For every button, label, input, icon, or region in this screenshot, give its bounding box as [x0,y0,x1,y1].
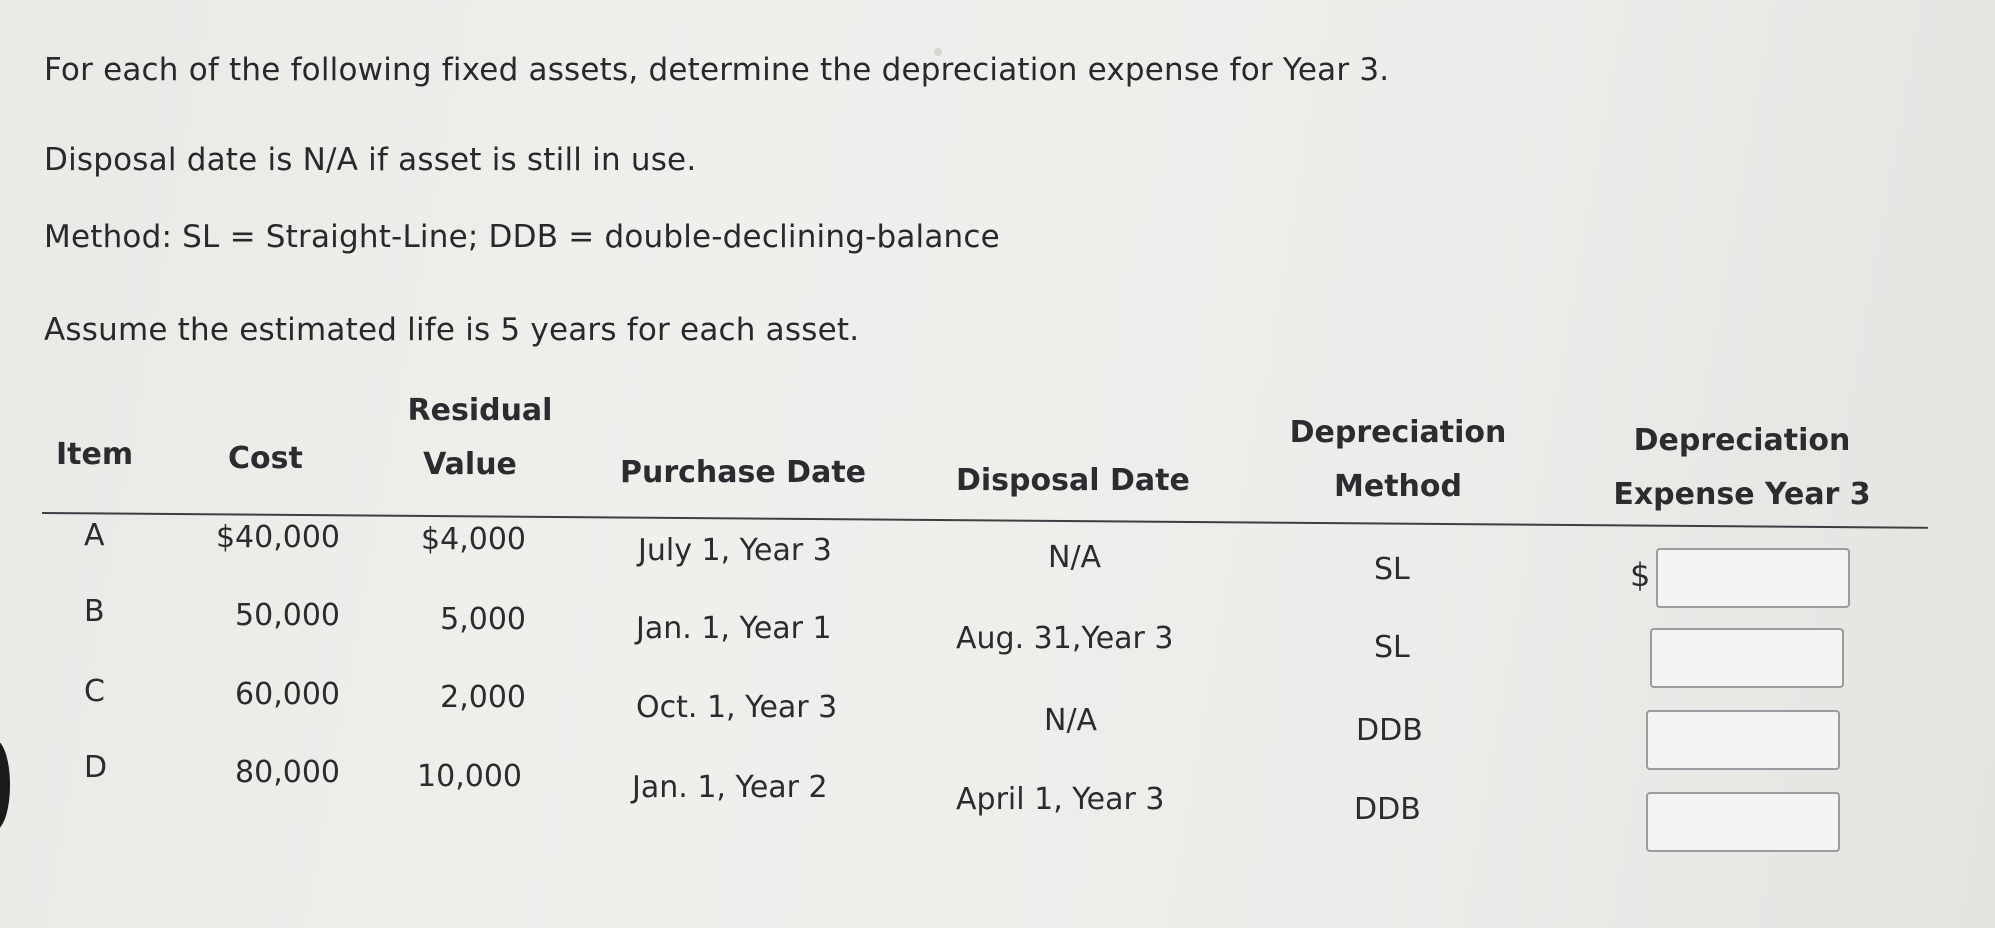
header-cost: Cost [228,441,303,476]
cell-disposal-date: April 1, Year 3 [956,782,1165,817]
header-residual-line1: Residual [407,393,553,428]
instruction-line-2: Disposal date is N/A if asset is still in use. [44,142,697,178]
expense-input-d[interactable] [1646,792,1840,852]
header-depreciation-expense [1594,414,1890,522]
expense-input-b[interactable] [1650,628,1844,688]
instruction-line-4: Assume the estimated life is 5 years for each asset. [44,312,860,348]
header-expense-line2: Expense Year 3 [1613,477,1871,512]
cell-purchase-date: July 1, Year 3 [638,533,832,568]
header-disposal-date: Disposal Date [956,463,1190,498]
header-expense-line1: Depreciation [1633,423,1851,458]
cell-cost: 80,000 [235,755,340,790]
expense-input-c[interactable] [1646,710,1840,770]
cell-purchase-date: Oct. 1, Year 3 [636,690,838,725]
cell-item: A [84,518,105,553]
cell-method: SL [1374,630,1410,665]
cell-residual: $4,000 [421,522,526,557]
cell-method: SL [1374,552,1410,587]
cell-disposal-date: N/A [1044,703,1098,738]
header-residual-line2: Value [423,447,517,482]
cell-disposal-date: N/A [1048,540,1102,575]
edge-shadow [0,740,10,830]
cell-disposal-date: Aug. 31,Year 3 [956,621,1174,656]
cell-item: D [84,750,108,785]
cell-residual: 5,000 [440,602,526,637]
cell-method: DDB [1354,792,1421,827]
dollar-sign: $ [1630,556,1651,594]
cell-item: C [84,674,105,709]
cell-residual: 10,000 [417,759,522,794]
cell-purchase-date: Jan. 1, Year 2 [632,770,828,805]
cell-residual: 2,000 [440,680,526,715]
cell-cost: $40,000 [215,520,340,555]
header-item: Item [56,437,134,472]
header-purchase-date: Purchase Date [620,455,867,490]
header-method-line2: Method [1334,469,1462,504]
header-residual-value [400,384,560,492]
cell-cost: 60,000 [235,677,340,712]
instruction-line-3: Method: SL = Straight-Line; DDB = double-declining-balance [44,219,1000,255]
expense-input-a[interactable] [1656,548,1850,608]
instruction-line-1: For each of the following fixed assets, determine the depreciation expense for Year 3. [44,52,1390,88]
cell-item: B [84,594,105,629]
cell-cost: 50,000 [235,598,340,633]
header-depreciation-method [1280,406,1516,514]
cell-purchase-date: Jan. 1, Year 1 [636,611,832,646]
cell-method: DDB [1356,713,1423,748]
header-method-line1: Depreciation [1289,415,1507,450]
